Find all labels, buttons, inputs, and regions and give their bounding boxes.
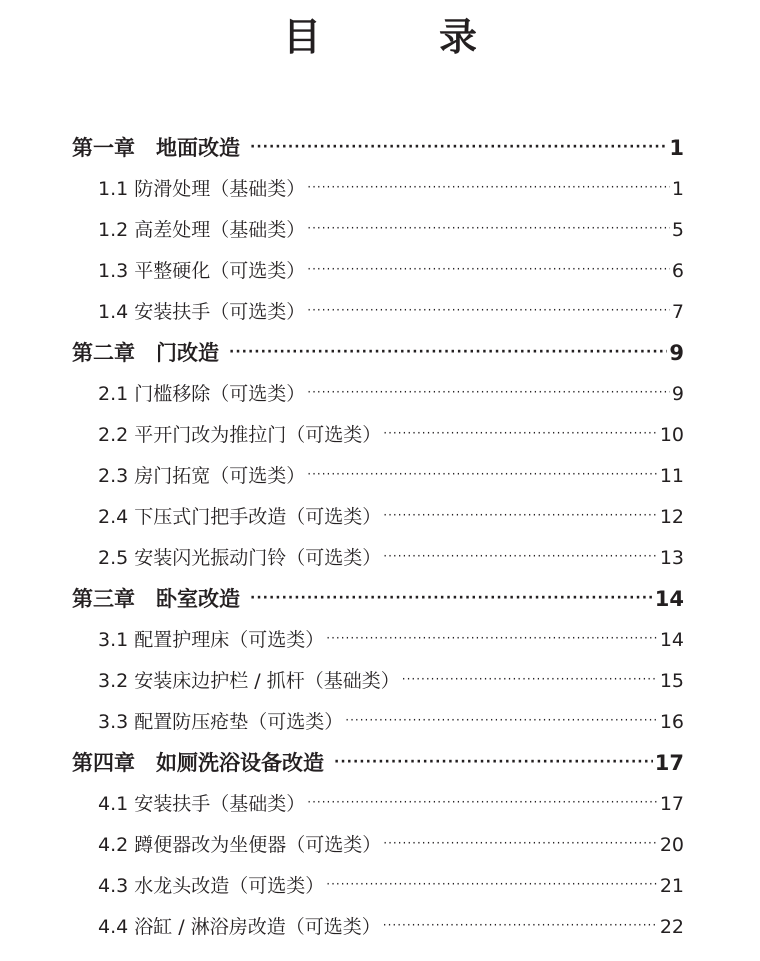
toc-entry-label: 3.3 配置防压疮垫（可选类） — [98, 711, 344, 733]
toc-entry-label: 2.1 门槛移除（可选类） — [98, 383, 306, 405]
dot-leader — [326, 864, 658, 905]
toc-entry-label: 2.4 下压式门把手改造（可选类） — [98, 506, 382, 528]
toc-page-number: 21 — [659, 875, 684, 897]
dot-leader — [383, 823, 658, 864]
toc-entry-label: 第四章 如厕洗浴设备改造 — [72, 751, 324, 775]
dot-leader — [383, 413, 658, 454]
dot-leader — [402, 659, 658, 700]
toc-section[interactable] — [72, 251, 684, 292]
toc-entry-label: 4.1 安装扶手（基础类） — [98, 793, 306, 815]
toc-entry-label: 1.2 高差处理（基础类） — [98, 219, 306, 241]
toc-page-number: 11 — [659, 465, 684, 487]
toc-entry-label: 第一章 地面改造 — [72, 136, 240, 160]
toc-page-number: 14 — [654, 587, 684, 611]
toc-page-number: 15 — [659, 670, 684, 692]
dot-leader — [307, 208, 670, 249]
table-of-contents — [72, 128, 684, 948]
dot-leader — [334, 742, 653, 783]
dot-leader — [345, 700, 658, 741]
toc-entry-label: 3.2 安装床边护栏 / 抓杆（基础类） — [98, 670, 400, 692]
toc-page-number: 12 — [659, 506, 684, 528]
toc-page-number: 7 — [671, 301, 684, 323]
dot-leader — [250, 127, 667, 168]
toc-page-number: 17 — [654, 751, 684, 775]
toc-page-number: 9 — [669, 341, 684, 365]
dot-leader — [307, 249, 670, 290]
toc-section[interactable] — [72, 866, 684, 907]
dot-leader — [307, 782, 658, 823]
toc-entry-label: 2.3 房门拓宽（可选类） — [98, 465, 306, 487]
dot-leader — [307, 167, 670, 208]
toc-entry-label: 4.4 浴缸 / 淋浴房改造（可选类） — [98, 916, 381, 938]
dot-leader — [383, 495, 658, 536]
toc-entry-label: 2.5 安装闪光振动门铃（可选类） — [98, 547, 382, 569]
toc-page-number: 13 — [659, 547, 684, 569]
toc-entry-label: 1.1 防滑处理（基础类） — [98, 178, 306, 200]
toc-page-number: 1 — [671, 178, 684, 200]
toc-section[interactable] — [72, 292, 684, 333]
toc-entry-label: 2.2 平开门改为推拉门（可选类） — [98, 424, 382, 446]
toc-section[interactable] — [72, 907, 684, 948]
toc-page-number: 6 — [671, 260, 684, 282]
dot-leader — [307, 454, 658, 495]
toc-section[interactable] — [72, 784, 684, 825]
dot-leader — [383, 905, 658, 946]
toc-section[interactable] — [72, 415, 684, 456]
dot-leader — [326, 618, 658, 659]
toc-section[interactable] — [72, 620, 684, 661]
dot-leader — [229, 332, 667, 373]
toc-section[interactable] — [72, 169, 684, 210]
toc-section[interactable] — [72, 374, 684, 415]
toc-section[interactable] — [72, 661, 684, 702]
dot-leader — [250, 578, 653, 619]
toc-section[interactable] — [72, 210, 684, 251]
toc-page-number: 1 — [669, 136, 684, 160]
toc-page-number: 22 — [659, 916, 684, 938]
toc-page-number: 17 — [659, 793, 684, 815]
toc-chapter[interactable] — [72, 743, 684, 784]
toc-entry-label: 4.2 蹲便器改为坐便器（可选类） — [98, 834, 382, 856]
toc-section[interactable] — [72, 456, 684, 497]
toc-page-number: 5 — [671, 219, 684, 241]
toc-page-number: 9 — [671, 383, 684, 405]
toc-page-number: 20 — [659, 834, 684, 856]
toc-entry-label: 第二章 门改造 — [72, 341, 219, 365]
toc-section[interactable] — [72, 497, 684, 538]
toc-page-number: 16 — [659, 711, 684, 733]
dot-leader — [383, 536, 658, 577]
dot-leader — [307, 290, 670, 331]
toc-section[interactable] — [72, 538, 684, 579]
toc-chapter[interactable] — [72, 128, 684, 169]
toc-section[interactable] — [72, 825, 684, 866]
toc-entry-label: 1.4 安装扶手（可选类） — [98, 301, 306, 323]
toc-entry-label: 1.3 平整硬化（可选类） — [98, 260, 306, 282]
toc-page-number: 10 — [659, 424, 684, 446]
toc-entry-label: 第三章 卧室改造 — [72, 587, 240, 611]
toc-section[interactable] — [72, 702, 684, 743]
dot-leader — [307, 372, 670, 413]
toc-page-number: 14 — [659, 629, 684, 651]
toc-entry-label: 4.3 水龙头改造（可选类） — [98, 875, 325, 897]
toc-chapter[interactable] — [72, 579, 684, 620]
toc-chapter[interactable] — [72, 333, 684, 374]
page-title: 目 录 — [282, 15, 517, 59]
toc-entry-label: 3.1 配置护理床（可选类） — [98, 629, 325, 651]
